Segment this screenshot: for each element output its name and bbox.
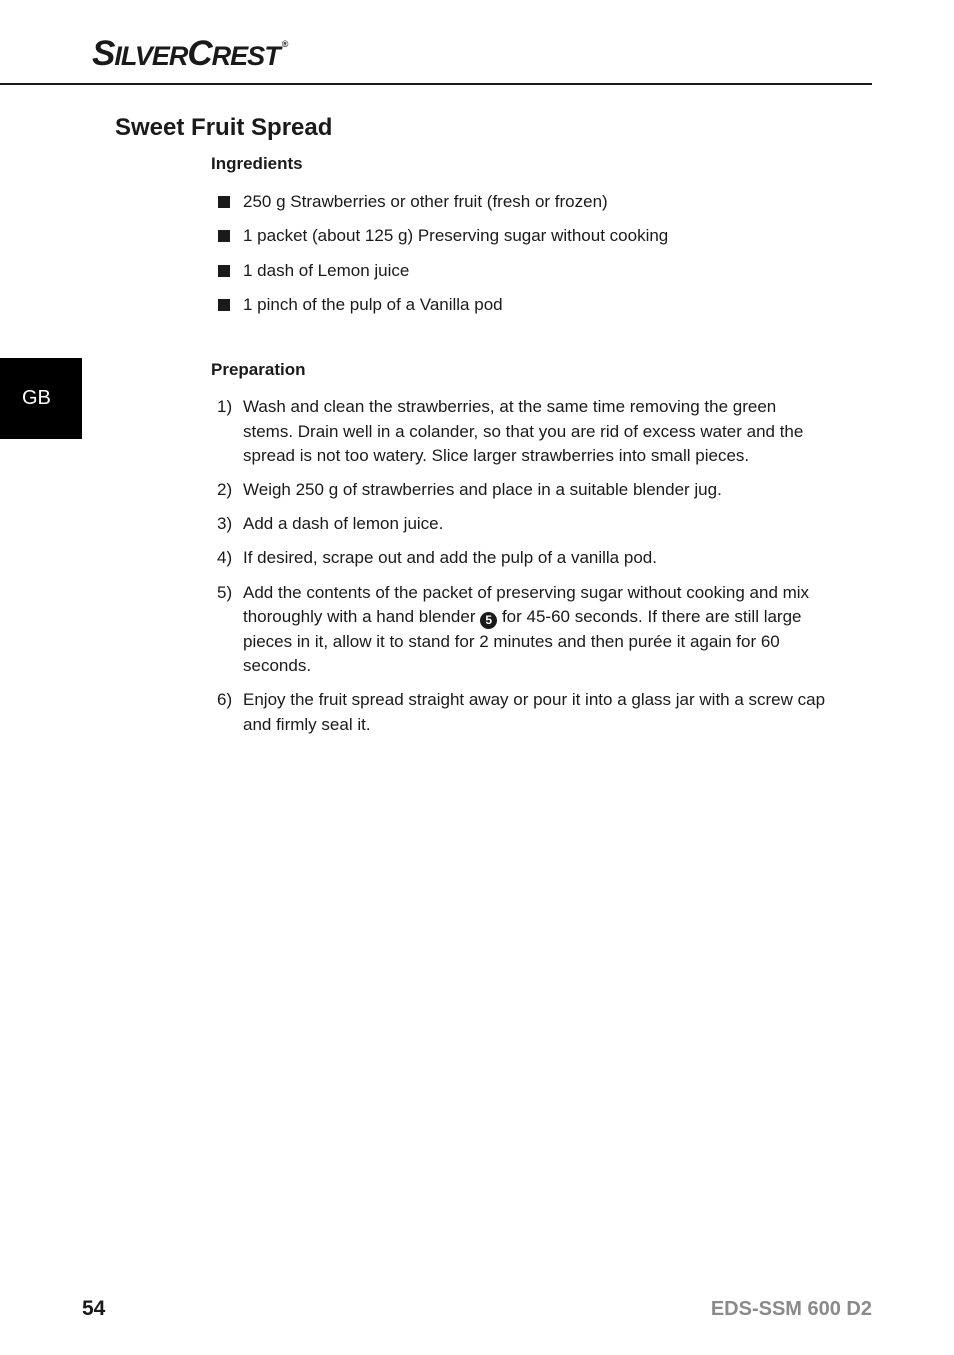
silvercrest-logo	[92, 36, 287, 71]
ingredient-text: 1 pinch of the pulp of a Vanilla pod	[243, 294, 503, 314]
ingredient-item	[216, 190, 668, 224]
step-item	[211, 688, 831, 737]
step-number: 2)	[217, 480, 233, 500]
step-text-part: Add the contents of the packet of preserving sugar without cooking and mix thoroughly with a hand blender	[243, 582, 810, 627]
step-text: Wash and clean the strawberries, at the same time removing the green stems. Drain well in a colander, so that you are rid of excess water and the spread is not too watery. Slice larger strawberries into small pieces.	[243, 397, 804, 466]
step-item	[211, 478, 831, 503]
logo-letter-s: S	[92, 34, 115, 73]
page-title: Sweet Fruit Spread	[115, 114, 333, 141]
preparation-steps	[211, 395, 831, 747]
ingredient-list	[216, 190, 668, 327]
step-number: 5)	[217, 582, 233, 602]
square-bullet-icon	[218, 230, 230, 242]
step-text: If desired, scrape out and add the pulp of a vanilla pod.	[243, 548, 657, 568]
step-item	[211, 546, 831, 571]
ingredient-text: 1 packet (about 125 g) Preserving sugar without cooking	[243, 226, 669, 246]
step-number: 4)	[217, 548, 233, 568]
step-text: Weigh 250 g of strawberries and place in a suitable blender jug.	[243, 480, 722, 500]
page-number: 54	[82, 1297, 106, 1320]
step-item	[211, 581, 831, 679]
step-text-part: for 45-60 seconds. If there are still large pieces in it, allow it to stand for 2 minutes and then purée it again for 60 seconds.	[243, 607, 802, 676]
ingredients-heading: Ingredients	[211, 154, 303, 173]
step-number: 3)	[217, 514, 233, 534]
step-number: 1)	[217, 397, 233, 416]
language-tab	[0, 358, 82, 439]
hand-blender-ref-icon: 5	[480, 612, 497, 629]
ingredient-item	[216, 259, 668, 293]
logo-text-rest: REST	[211, 41, 280, 71]
logo-text-ilver: ILVER	[114, 41, 188, 71]
step-item	[211, 512, 831, 537]
model-code: EDS-SSM 600 D2	[710, 1298, 872, 1320]
step-text: Enjoy the fruit spread straight away or pour it into a glass jar with a screw cap and firmly seal it.	[243, 690, 826, 735]
ingredient-text: 250 g Strawberries or other fruit (fresh or frozen)	[243, 192, 608, 211]
step-number: 6)	[217, 690, 233, 710]
ingredient-item	[216, 224, 668, 258]
ingredient-item	[216, 293, 668, 327]
preparation-heading: Preparation	[211, 360, 306, 379]
step-item	[211, 395, 831, 469]
language-tab-label: GB	[22, 387, 51, 409]
square-bullet-icon	[218, 196, 230, 208]
square-bullet-icon	[218, 299, 230, 311]
step-text: Add a dash of lemon juice.	[243, 514, 444, 534]
ingredient-text: 1 dash of Lemon juice	[243, 260, 410, 280]
registered-mark: ®	[281, 39, 288, 49]
header-rule	[0, 83, 872, 85]
square-bullet-icon	[218, 265, 230, 277]
logo-letter-c: C	[187, 34, 212, 73]
